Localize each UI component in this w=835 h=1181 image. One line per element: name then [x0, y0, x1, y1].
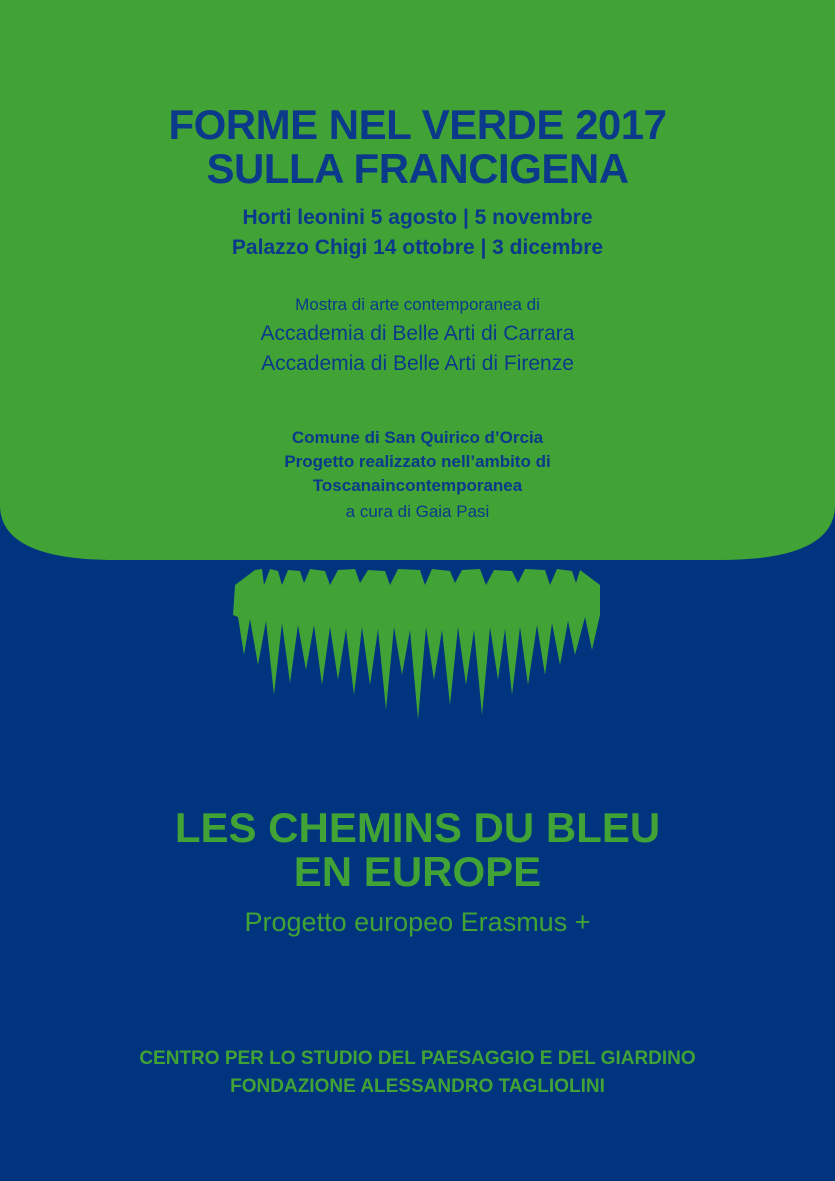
project-subtitle: Progetto europeo Erasmus + — [244, 907, 591, 937]
accademia-firenze: Accademia di Belle Arti di Firenze — [261, 352, 574, 375]
footer-line-1: CENTRO PER LO STUDIO DEL PAESAGGIO E DEL GIARDINO — [139, 1048, 696, 1069]
footer-line-2: FONDAZIONE ALESSANDRO TAGLIOLINI — [230, 1076, 605, 1097]
exhibition-dates — [0, 203, 835, 263]
title-line-1: FORME NEL VERDE 2017 — [168, 101, 667, 148]
curatore-text: a cura di Gaia Pasi — [345, 502, 490, 521]
project-title-line-2: EN EUROPE — [293, 848, 542, 895]
organizer-credits — [0, 1045, 835, 1101]
exhibition-title — [0, 103, 835, 191]
project-title — [0, 806, 835, 894]
accademia-carrara: Accademia di Belle Arti di Carrara — [260, 322, 575, 345]
dates-line-1: Horti leonini 5 agosto | 5 novembre — [242, 206, 593, 229]
dripping-grass-illustration — [0, 555, 835, 735]
mostra-text: Mostra di arte contemporanea di — [295, 295, 540, 314]
dates-line-2: Palazzo Chigi 14 ottobre | 3 dicembre — [231, 236, 604, 259]
title-line-2: SULLA FRANCIGENA — [206, 145, 629, 192]
progetto-text: Progetto realizzato nell’ambito di — [284, 452, 551, 471]
toscana-text: Toscanaincontemporanea — [312, 476, 523, 495]
project-title-line-1: LES CHEMINS DU BLEU — [174, 804, 661, 851]
comune-text: Comune di San Quirico d’Orcia — [291, 428, 544, 447]
